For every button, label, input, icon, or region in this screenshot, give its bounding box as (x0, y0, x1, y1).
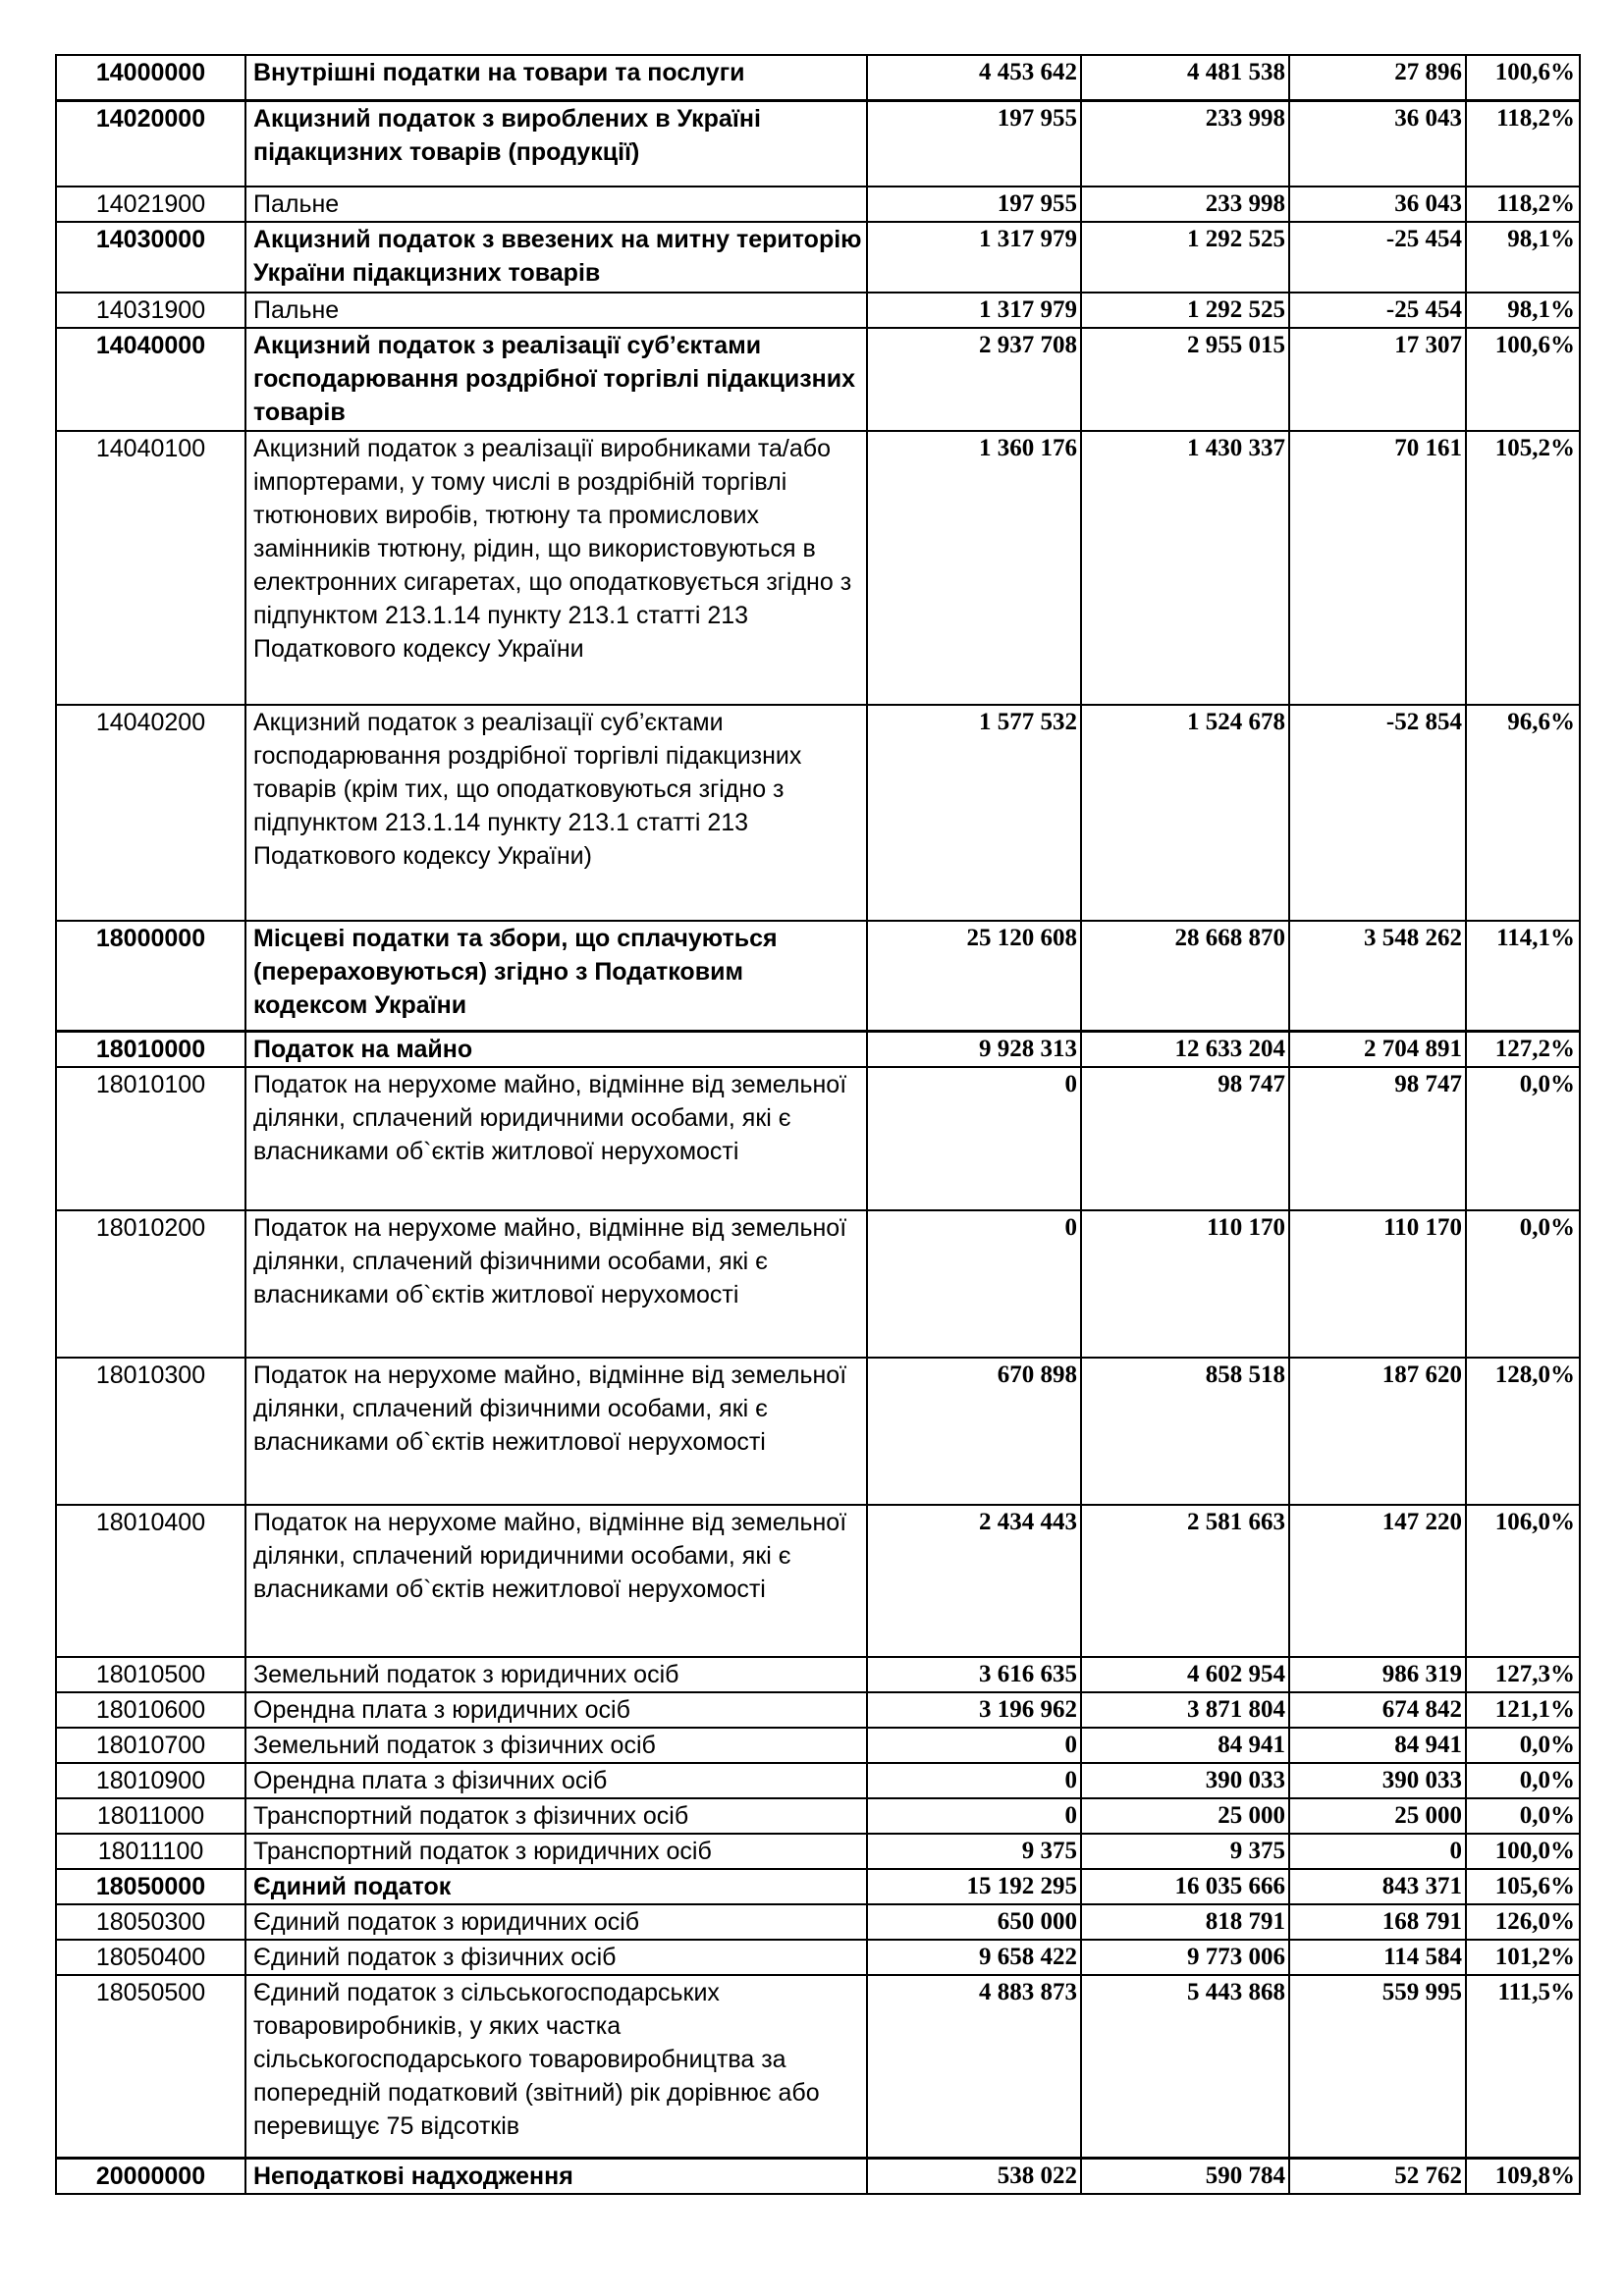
deviation-amount-cell: 52 762 (1289, 2159, 1466, 2195)
actual-amount-cell: 2 581 663 (1081, 1505, 1289, 1657)
budget-code-cell: 18050500 (56, 1975, 245, 2159)
actual-amount-cell: 9 773 006 (1081, 1940, 1289, 1975)
table-row (56, 1834, 1580, 1869)
deviation-amount-cell: 110 170 (1289, 1210, 1466, 1358)
execution-percent-cell: 114,1% (1466, 921, 1580, 1031)
revenue-name-cell: Транспортний податок з фізичних осіб (245, 1798, 867, 1834)
budget-code-cell: 18011000 (56, 1798, 245, 1834)
budget-code-cell: 18010200 (56, 1210, 245, 1358)
revenue-name-cell: Пальне (245, 293, 867, 328)
execution-percent-cell: 0,0% (1466, 1798, 1580, 1834)
deviation-amount-cell: 114 584 (1289, 1940, 1466, 1975)
budget-code-cell: 18010400 (56, 1505, 245, 1657)
budget-code-cell: 14040200 (56, 705, 245, 921)
budget-code-cell: 18010000 (56, 1031, 245, 1067)
plan-amount-cell: 25 120 608 (867, 921, 1081, 1031)
plan-amount-cell: 650 000 (867, 1904, 1081, 1940)
table-row (56, 705, 1580, 921)
actual-amount-cell: 1 430 337 (1081, 431, 1289, 705)
deviation-amount-cell: 843 371 (1289, 1869, 1466, 1904)
deviation-amount-cell: 70 161 (1289, 431, 1466, 705)
plan-amount-cell: 0 (867, 1210, 1081, 1358)
table-row (56, 1869, 1580, 1904)
execution-percent-cell: 105,6% (1466, 1869, 1580, 1904)
revenue-name-cell: Орендна плата з юридичних осіб (245, 1692, 867, 1728)
table-row (56, 2159, 1580, 2195)
deviation-amount-cell: 27 896 (1289, 55, 1466, 100)
plan-amount-cell: 4 883 873 (867, 1975, 1081, 2159)
execution-percent-cell: 96,6% (1466, 705, 1580, 921)
execution-percent-cell: 127,3% (1466, 1657, 1580, 1692)
budget-code-cell: 18050300 (56, 1904, 245, 1940)
table-row (56, 921, 1580, 1031)
revenue-name-cell: Внутрішні податки на товари та послуги (245, 55, 867, 100)
plan-amount-cell: 1 317 979 (867, 293, 1081, 328)
deviation-amount-cell: -25 454 (1289, 222, 1466, 293)
revenue-name-cell: Податок на нерухоме майно, відмінне від земельної ділянки, сплачений фізичними особами, які є власниками об`єктів житлової нерухомості (245, 1210, 867, 1358)
actual-amount-cell: 233 998 (1081, 187, 1289, 222)
deviation-amount-cell: 0 (1289, 1834, 1466, 1869)
actual-amount-cell: 16 035 666 (1081, 1869, 1289, 1904)
table-row (56, 1798, 1580, 1834)
table-row (56, 1210, 1580, 1358)
actual-amount-cell: 4 602 954 (1081, 1657, 1289, 1692)
actual-amount-cell: 5 443 868 (1081, 1975, 1289, 2159)
plan-amount-cell: 0 (867, 1798, 1081, 1834)
revenue-name-cell: Акцизний податок з реалізації суб’єктами господарювання роздрібної торгівлі підакцизних товарів (245, 328, 867, 431)
plan-amount-cell: 197 955 (867, 100, 1081, 187)
table-row (56, 293, 1580, 328)
actual-amount-cell: 9 375 (1081, 1834, 1289, 1869)
deviation-amount-cell: 986 319 (1289, 1657, 1466, 1692)
budget-code-cell: 18010500 (56, 1657, 245, 1692)
execution-percent-cell: 101,2% (1466, 1940, 1580, 1975)
execution-percent-cell: 0,0% (1466, 1067, 1580, 1210)
execution-percent-cell: 127,2% (1466, 1031, 1580, 1067)
revenue-name-cell: Пальне (245, 187, 867, 222)
actual-amount-cell: 12 633 204 (1081, 1031, 1289, 1067)
revenue-name-cell: Єдиний податок з фізичних осіб (245, 1940, 867, 1975)
actual-amount-cell: 1 292 525 (1081, 293, 1289, 328)
table-row (56, 1975, 1580, 2159)
revenue-name-cell: Єдиний податок з юридичних осіб (245, 1904, 867, 1940)
execution-percent-cell: 100,6% (1466, 328, 1580, 431)
budget-code-cell: 14020000 (56, 100, 245, 187)
deviation-amount-cell: 187 620 (1289, 1358, 1466, 1505)
plan-amount-cell: 0 (867, 1728, 1081, 1763)
revenue-name-cell: Акцизний податок з реалізації виробниками та/або імпортерами, у тому числі в роздрібній торгівлі тютюнових виробів, тютюну та промислових замінників тютюну, рідин, що використовуються в електронних сигаретах, що оподатковується згідно з підпунктом 213.1.14 пункту 213.1 статті 213 Податкового кодексу України (245, 431, 867, 705)
table-row (56, 1728, 1580, 1763)
actual-amount-cell: 28 668 870 (1081, 921, 1289, 1031)
plan-amount-cell: 1 317 979 (867, 222, 1081, 293)
deviation-amount-cell: 84 941 (1289, 1728, 1466, 1763)
budget-code-cell: 18010600 (56, 1692, 245, 1728)
plan-amount-cell: 197 955 (867, 187, 1081, 222)
execution-percent-cell: 100,6% (1466, 55, 1580, 100)
budget-code-cell: 20000000 (56, 2159, 245, 2195)
actual-amount-cell: 84 941 (1081, 1728, 1289, 1763)
revenue-name-cell: Єдиний податок (245, 1869, 867, 1904)
deviation-amount-cell: -25 454 (1289, 293, 1466, 328)
plan-amount-cell: 538 022 (867, 2159, 1081, 2195)
budget-code-cell: 18010700 (56, 1728, 245, 1763)
budget-code-cell: 14000000 (56, 55, 245, 100)
plan-amount-cell: 2 434 443 (867, 1505, 1081, 1657)
plan-amount-cell: 1 577 532 (867, 705, 1081, 921)
budget-code-cell: 14040100 (56, 431, 245, 705)
deviation-amount-cell: 674 842 (1289, 1692, 1466, 1728)
revenue-name-cell: Податок на нерухоме майно, відмінне від земельної ділянки, сплачений фізичними особами, які є власниками об`єктів нежитлової нерухомості (245, 1358, 867, 1505)
budget-code-cell: 18050400 (56, 1940, 245, 1975)
budget-code-cell: 14040000 (56, 328, 245, 431)
execution-percent-cell: 128,0% (1466, 1358, 1580, 1505)
revenue-name-cell: Податок на майно (245, 1031, 867, 1067)
actual-amount-cell: 1 524 678 (1081, 705, 1289, 921)
deviation-amount-cell: 3 548 262 (1289, 921, 1466, 1031)
actual-amount-cell: 3 871 804 (1081, 1692, 1289, 1728)
plan-amount-cell: 1 360 176 (867, 431, 1081, 705)
actual-amount-cell: 233 998 (1081, 100, 1289, 187)
revenue-name-cell: Акцизний податок з вироблених в Україні підакцизних товарів (продукції) (245, 100, 867, 187)
actual-amount-cell: 2 955 015 (1081, 328, 1289, 431)
table-row (56, 222, 1580, 293)
actual-amount-cell: 25 000 (1081, 1798, 1289, 1834)
revenue-name-cell: Податок на нерухоме майно, відмінне від земельної ділянки, сплачений юридичними особами, які є власниками об`єктів нежитлової нерухомості (245, 1505, 867, 1657)
actual-amount-cell: 4 481 538 (1081, 55, 1289, 100)
deviation-amount-cell: 147 220 (1289, 1505, 1466, 1657)
actual-amount-cell: 1 292 525 (1081, 222, 1289, 293)
actual-amount-cell: 590 784 (1081, 2159, 1289, 2195)
revenue-table-body (56, 55, 1580, 2194)
plan-amount-cell: 9 928 313 (867, 1031, 1081, 1067)
table-row (56, 55, 1580, 100)
budget-code-cell: 18010100 (56, 1067, 245, 1210)
table-row (56, 1904, 1580, 1940)
deviation-amount-cell: 168 791 (1289, 1904, 1466, 1940)
execution-percent-cell: 106,0% (1466, 1505, 1580, 1657)
actual-amount-cell: 110 170 (1081, 1210, 1289, 1358)
execution-percent-cell: 0,0% (1466, 1728, 1580, 1763)
budget-code-cell: 18000000 (56, 921, 245, 1031)
table-row (56, 1763, 1580, 1798)
plan-amount-cell: 670 898 (867, 1358, 1081, 1505)
revenue-name-cell: Земельний податок з фізичних осіб (245, 1728, 867, 1763)
revenue-name-cell: Місцеві податки та збори, що сплачуються (перераховуються) згідно з Податковим кодексом України (245, 921, 867, 1031)
deviation-amount-cell: 36 043 (1289, 187, 1466, 222)
table-row (56, 1031, 1580, 1067)
execution-percent-cell: 98,1% (1466, 293, 1580, 328)
deviation-amount-cell: 25 000 (1289, 1798, 1466, 1834)
budget-code-cell: 18010900 (56, 1763, 245, 1798)
execution-percent-cell: 98,1% (1466, 222, 1580, 293)
plan-amount-cell: 3 616 635 (867, 1657, 1081, 1692)
plan-amount-cell: 4 453 642 (867, 55, 1081, 100)
table-row (56, 1067, 1580, 1210)
table-row (56, 1505, 1580, 1657)
table-row (56, 431, 1580, 705)
table-row (56, 1358, 1580, 1505)
deviation-amount-cell: -52 854 (1289, 705, 1466, 921)
table-row (56, 1657, 1580, 1692)
revenue-name-cell: Податок на нерухоме майно, відмінне від земельної ділянки, сплачений юридичними особами, які є власниками об`єктів житлової нерухомості (245, 1067, 867, 1210)
revenue-name-cell: Транспортний податок з юридичних осіб (245, 1834, 867, 1869)
table-row (56, 1692, 1580, 1728)
revenue-name-cell: Земельний податок з юридичних осіб (245, 1657, 867, 1692)
revenue-name-cell: Акцизний податок з ввезених на митну територію України підакцизних товарів (245, 222, 867, 293)
plan-amount-cell: 3 196 962 (867, 1692, 1081, 1728)
budget-code-cell: 14021900 (56, 187, 245, 222)
budget-code-cell: 18010300 (56, 1358, 245, 1505)
budget-code-cell: 14031900 (56, 293, 245, 328)
table-row (56, 328, 1580, 431)
revenue-name-cell: Неподаткові надходження (245, 2159, 867, 2195)
table-row (56, 187, 1580, 222)
actual-amount-cell: 858 518 (1081, 1358, 1289, 1505)
table-row (56, 1940, 1580, 1975)
execution-percent-cell: 111,5% (1466, 1975, 1580, 2159)
actual-amount-cell: 818 791 (1081, 1904, 1289, 1940)
plan-amount-cell: 9 658 422 (867, 1940, 1081, 1975)
deviation-amount-cell: 390 033 (1289, 1763, 1466, 1798)
plan-amount-cell: 0 (867, 1763, 1081, 1798)
plan-amount-cell: 15 192 295 (867, 1869, 1081, 1904)
budget-code-cell: 14030000 (56, 222, 245, 293)
execution-percent-cell: 105,2% (1466, 431, 1580, 705)
plan-amount-cell: 2 937 708 (867, 328, 1081, 431)
execution-percent-cell: 100,0% (1466, 1834, 1580, 1869)
deviation-amount-cell: 98 747 (1289, 1067, 1466, 1210)
budget-code-cell: 18050000 (56, 1869, 245, 1904)
revenue-name-cell: Акцизний податок з реалізації суб’єктами господарювання роздрібної торгівлі підакцизних товарів (крім тих, що оподатковуються згідно з підпунктом 213.1.14 пункту 213.1 статті 213 Податкового кодексу України) (245, 705, 867, 921)
execution-percent-cell: 118,2% (1466, 187, 1580, 222)
deviation-amount-cell: 2 704 891 (1289, 1031, 1466, 1067)
plan-amount-cell: 9 375 (867, 1834, 1081, 1869)
table-row (56, 100, 1580, 187)
deviation-amount-cell: 17 307 (1289, 328, 1466, 431)
execution-percent-cell: 126,0% (1466, 1904, 1580, 1940)
revenue-name-cell: Орендна плата з фізичних осіб (245, 1763, 867, 1798)
execution-percent-cell: 0,0% (1466, 1210, 1580, 1358)
budget-code-cell: 18011100 (56, 1834, 245, 1869)
execution-percent-cell: 109,8% (1466, 2159, 1580, 2195)
revenue-name-cell: Єдиний податок з сільськогосподарських товаровиробників, у яких частка сільськогосподарського товаровиробництва за попередній податковий (звітний) рік дорівнює або перевищує 75 відсотків (245, 1975, 867, 2159)
execution-percent-cell: 0,0% (1466, 1763, 1580, 1798)
actual-amount-cell: 98 747 (1081, 1067, 1289, 1210)
deviation-amount-cell: 36 043 (1289, 100, 1466, 187)
deviation-amount-cell: 559 995 (1289, 1975, 1466, 2159)
actual-amount-cell: 390 033 (1081, 1763, 1289, 1798)
execution-percent-cell: 118,2% (1466, 100, 1580, 187)
plan-amount-cell: 0 (867, 1067, 1081, 1210)
execution-percent-cell: 121,1% (1466, 1692, 1580, 1728)
revenue-table (55, 54, 1581, 2195)
